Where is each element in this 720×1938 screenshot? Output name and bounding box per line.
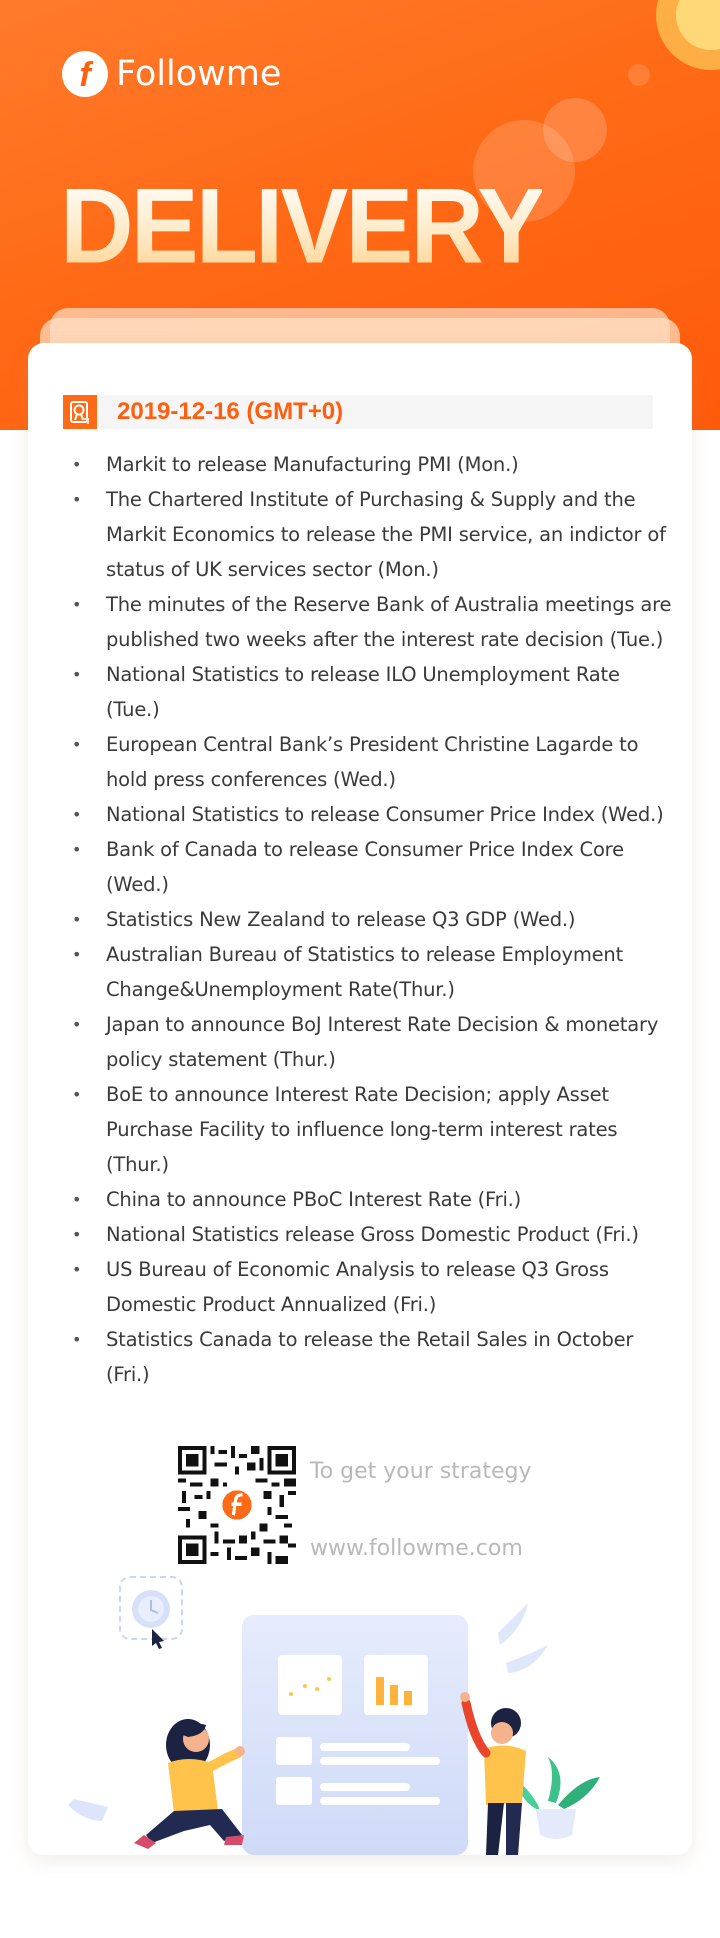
promo-tagline: To get your strategy [310, 1459, 532, 1484]
date-header [63, 395, 653, 429]
list-item: • The Chartered Institute of Purchasing & Supply and the Markit Economics to release the PMI service, an indictor of status of UK services sector (Mon.) [72, 482, 672, 587]
schedule-card [28, 343, 692, 1855]
list-item: • National Statistics release Gross Domestic Product (Fri.) [72, 1217, 672, 1252]
list-item: • Bank of Canada to release Consumer Price Index Core (Wed.) [72, 832, 672, 902]
list-item: • National Statistics to release Consumer Price Index (Wed.) [72, 797, 672, 832]
list-item: • European Central Bank’s President Christine Lagarde to hold press conferences (Wed.) [72, 727, 672, 797]
decor-circle [543, 98, 607, 162]
list-item: • National Statistics to release ILO Unemployment Rate (Tue.) [72, 657, 672, 727]
followme-logo-icon [62, 51, 108, 97]
list-item: • Statistics Canada to release the Retail Sales in October (Fri.) [72, 1322, 672, 1392]
trading-illustration [28, 1573, 692, 1855]
list-item: • China to announce PBoC Interest Rate (Fri.) [72, 1182, 672, 1217]
list-item: • Statistics New Zealand to release Q3 GDP (Wed.) [72, 902, 672, 937]
brand-name: Followme [116, 54, 282, 94]
page-title: DELIVERY [60, 165, 543, 286]
list-item: • Australian Bureau of Statistics to release Employment Change&Unemployment Rate(Thur.) [72, 937, 672, 1007]
brand-logo[interactable] [62, 48, 281, 100]
list-item: • US Bureau of Economic Analysis to release Q3 Gross Domestic Product Annualized (Fri.) [72, 1252, 672, 1322]
event-list [72, 447, 672, 1392]
list-item: • Markit to release Manufacturing PMI (Mon.) [72, 447, 672, 482]
list-item: • BoE to announce Interest Rate Decision; apply Asset Purchase Facility to influence long-term interest rates (Thur.) [72, 1077, 672, 1182]
list-item: • The minutes of the Reserve Bank of Australia meetings are published two weeks after the interest rate decision (Tue.) [72, 587, 672, 657]
decor-circle [628, 64, 650, 86]
qr-code-icon[interactable] [178, 1446, 296, 1564]
promo-website-link[interactable]: www.followme.com [310, 1536, 523, 1561]
list-item: • Japan to announce BoJ Interest Rate Decision & monetary policy statement (Thur.) [72, 1007, 672, 1077]
calendar-document-icon [63, 395, 97, 429]
logo-letter: f [79, 56, 91, 94]
schedule-date: 2019-12-16 (GMT+0) [117, 398, 344, 425]
